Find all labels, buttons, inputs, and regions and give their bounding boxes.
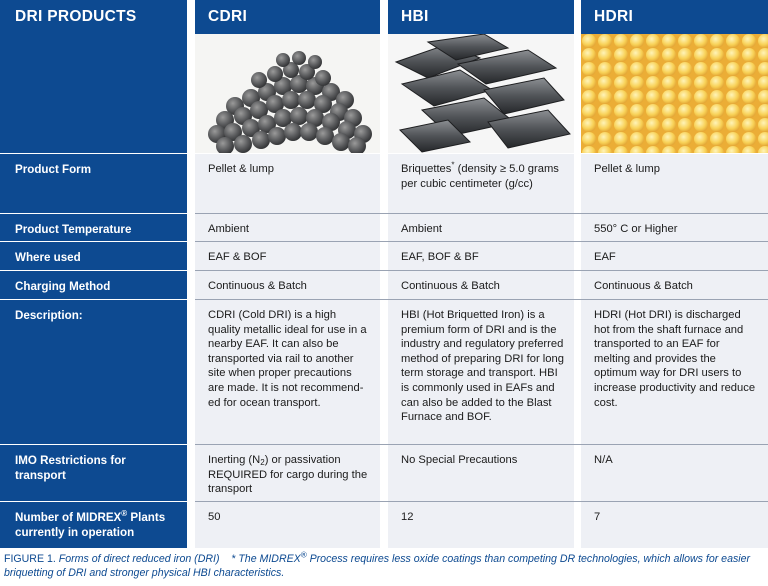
hbi-where-used: EAF, BOF & BF <box>401 251 479 263</box>
row-divider <box>0 213 187 214</box>
hbi-temperature: Ambient <box>401 223 443 235</box>
label-product-temperature: Product Temperature <box>15 223 132 236</box>
cdri-pellets-image <box>195 34 380 153</box>
hdri-description: HDRI (Hot DRI) is discharged hot from the shaft furnace and transported to an EAF for melting and provides the optimum way for DRI users to increase productivity and reduce cost. <box>594 309 756 409</box>
cdri-imo-pre: Inerting (N <box>208 454 261 466</box>
hdri-product-form: Pellet & lump <box>594 163 660 175</box>
hbi-product-form <box>388 153 574 213</box>
row-divider <box>195 270 768 271</box>
plants-label-pre: Number of MIDREX <box>15 511 122 524</box>
row-divider <box>195 501 768 502</box>
hbi-charging-method: Continuous & Batch <box>401 280 500 292</box>
row-divider <box>0 501 187 502</box>
hbi-plant-count: 12 <box>401 511 414 523</box>
row-divider <box>0 444 187 445</box>
caption-title: Forms of direct reduced iron (DRI) <box>58 553 220 565</box>
cdri-imo-restrictions <box>195 444 380 501</box>
caption-note-mark: ® <box>300 550 307 560</box>
hdri-imo-restrictions: N/A <box>594 454 613 466</box>
row-divider <box>0 299 187 300</box>
hbi-imo-restrictions: No Special Precautions <box>401 454 518 466</box>
plants-label-post: Plants currently in operation <box>15 511 166 539</box>
header-cdri: CDRI <box>195 0 380 34</box>
cdri-imo-sub: 2 <box>260 458 265 467</box>
header-hdri: HDRI <box>581 0 768 34</box>
caption-note-post: Process requires less oxide coatings than competing DR technologies, which allows for easier briquetting of DRI and stronger physical HBI characteristics. <box>4 553 751 579</box>
cdri-plant-count: 50 <box>208 511 221 523</box>
hdri-hot-pellets-image <box>581 34 768 153</box>
cdri-temperature: Ambient <box>208 223 250 235</box>
label-where-used: Where used <box>15 251 81 264</box>
row-divider <box>195 241 768 242</box>
label-imo-restrictions: IMO Restrictions for transport <box>15 454 126 482</box>
label-charging-method: Charging Method <box>15 280 111 293</box>
caption-figure-number: FIGURE 1. <box>4 553 56 565</box>
hdri-where-used: EAF <box>594 251 616 263</box>
header-hbi: HBI <box>388 0 574 34</box>
cdri-product-form: Pellet & lump <box>208 163 274 175</box>
figure-caption <box>4 550 766 580</box>
hdri-temperature: 550° C or Higher <box>594 223 678 235</box>
cdri-description: CDRI (Cold DRI) is a high quality metallic ideal for use in a nearby EAF. It can also be transported via rail to another site when proper precautions are made. It is not recommend-ed for ocean transport. <box>208 309 367 409</box>
label-product-form: Product Form <box>15 163 92 176</box>
cdri-imo-post: ) or passivation REQUIRED for cargo during the transport <box>208 454 368 496</box>
label-description: Description: <box>15 309 83 322</box>
header-dri-products: DRI PRODUCTS <box>0 0 187 34</box>
plants-label-reg: ® <box>121 509 128 519</box>
caption-note-pre: * The MIDREX <box>231 553 301 565</box>
hbi-description: HBI (Hot Briquetted Iron) is a premium form of DRI and is the industry and regulatory preferred method of preparing DRI for long term storage and transport. HBI is commonly used in EAFs and can also be added to the Blast Furnace and BOF. <box>401 309 564 424</box>
row-divider <box>195 299 768 300</box>
row-divider <box>0 241 187 242</box>
hbi-form-post: (density ≥ 5.0 grams per cubic centimeter (g/cc) <box>401 163 559 190</box>
hdri-plant-count: 7 <box>594 511 601 523</box>
row-divider <box>195 444 768 445</box>
cdri-where-used: EAF & BOF <box>208 251 267 263</box>
hbi-form-asterisk: * <box>451 160 455 170</box>
cdri-charging-method: Continuous & Batch <box>208 280 307 292</box>
row-divider <box>0 270 187 271</box>
row-divider <box>195 213 768 214</box>
hbi-briquettes-image <box>388 34 574 153</box>
hbi-form-pre: Briquettes <box>401 163 452 175</box>
label-midrex-plants <box>0 501 187 548</box>
hdri-charging-method: Continuous & Batch <box>594 280 693 292</box>
row-divider <box>0 153 768 154</box>
